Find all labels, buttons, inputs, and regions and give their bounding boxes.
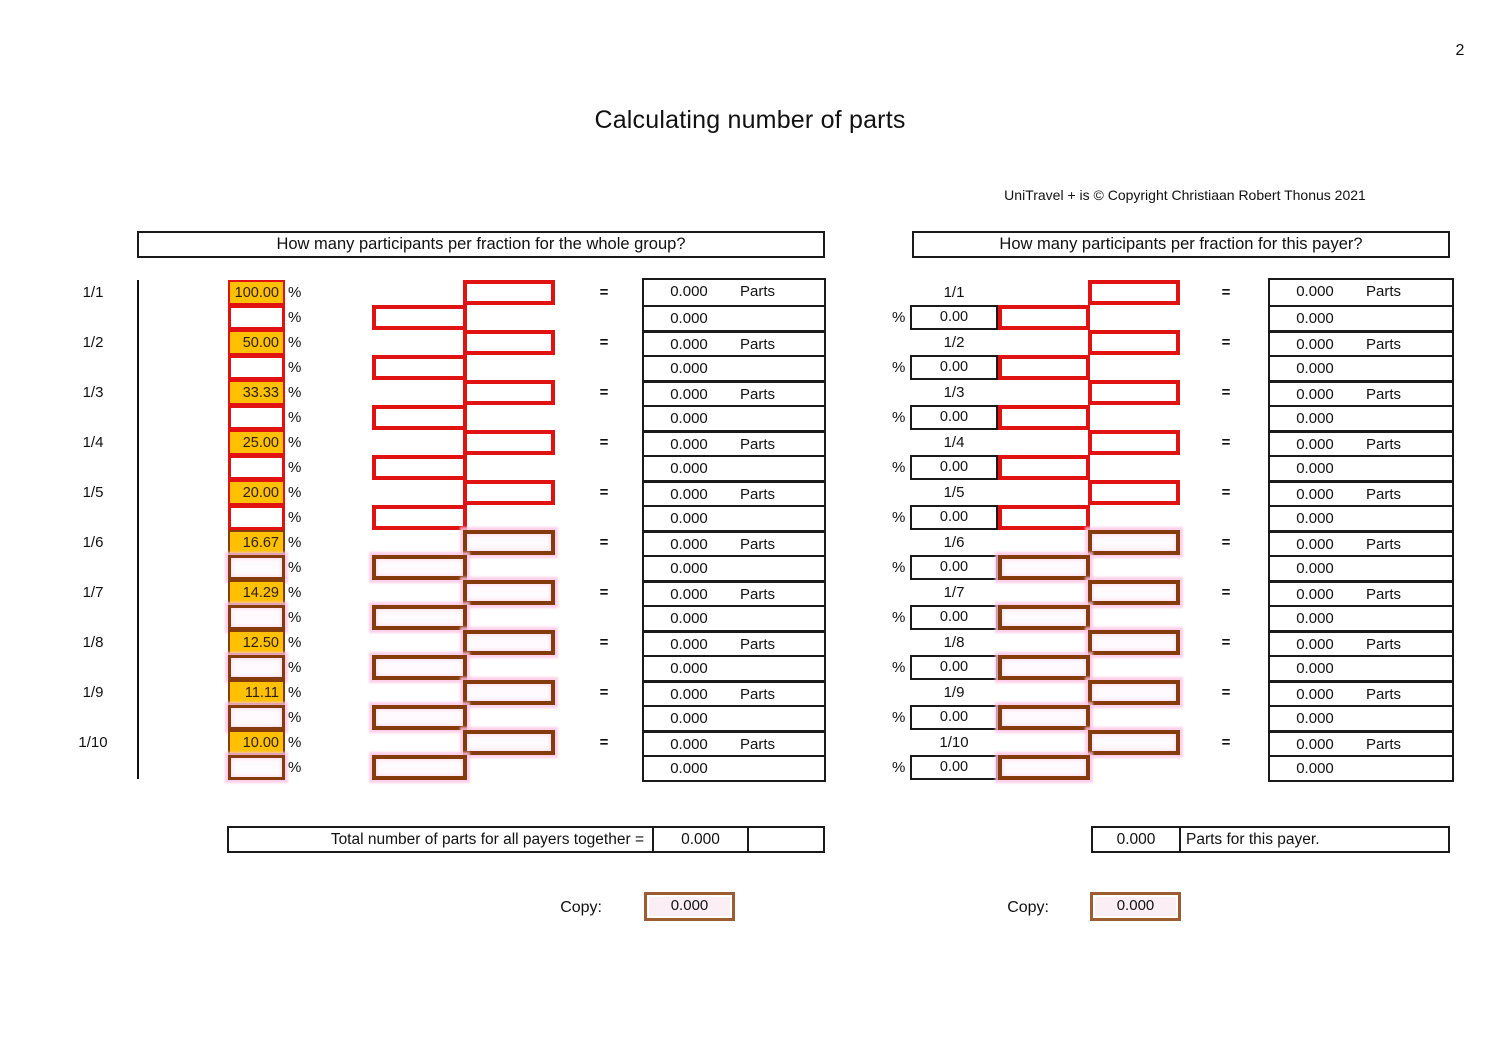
result-unit-label: Parts bbox=[740, 283, 776, 300]
percent-sign: % bbox=[288, 359, 302, 376]
result-cell bbox=[1270, 655, 1452, 680]
participants-input-box[interactable] bbox=[998, 605, 1090, 630]
participants-input-box[interactable] bbox=[1088, 330, 1180, 355]
participants-input-box[interactable] bbox=[463, 480, 555, 505]
group-total-value: 0.000 bbox=[654, 828, 749, 851]
percent-input-cell[interactable] bbox=[228, 605, 285, 630]
result-value: 0.000 bbox=[1296, 710, 1334, 727]
fraction-label: 1/6 bbox=[943, 534, 965, 551]
participants-input-box[interactable] bbox=[1088, 380, 1180, 405]
equals-sign: = bbox=[599, 684, 609, 701]
equals-sign: = bbox=[599, 484, 609, 501]
fraction-label: 1/5 bbox=[943, 484, 965, 501]
equals-sign: = bbox=[599, 284, 609, 301]
percent-sign: % bbox=[288, 734, 302, 751]
result-cell bbox=[644, 430, 824, 455]
result-unit-label: Parts bbox=[740, 386, 776, 403]
fraction-label: 1/10 bbox=[78, 734, 108, 751]
result-cell bbox=[644, 455, 824, 480]
result-cell bbox=[644, 730, 824, 755]
fraction-label: 1/7 bbox=[82, 584, 104, 601]
equals-sign: = bbox=[1221, 534, 1231, 551]
participants-input-box[interactable] bbox=[998, 355, 1090, 380]
fraction-label: 1/8 bbox=[82, 634, 104, 651]
result-cell bbox=[644, 680, 824, 705]
result-cell bbox=[644, 505, 824, 530]
fraction-label: 1/1 bbox=[943, 284, 965, 301]
result-value: 0.000 bbox=[1296, 760, 1334, 777]
result-value: 0.000 bbox=[670, 486, 708, 503]
percent-input-cell[interactable] bbox=[228, 705, 285, 730]
result-unit-label: Parts bbox=[740, 536, 776, 553]
group-copy-value-box[interactable]: 0.000 bbox=[644, 892, 735, 921]
percent-input-cell[interactable] bbox=[228, 305, 285, 330]
result-value: 0.000 bbox=[670, 360, 708, 377]
payer-percent-value-box[interactable]: 0.00 bbox=[910, 305, 998, 330]
percent-sign: % bbox=[892, 509, 906, 526]
result-value: 0.000 bbox=[1296, 360, 1334, 377]
participants-input-box[interactable] bbox=[372, 555, 467, 580]
page-title: Calculating number of parts bbox=[594, 106, 906, 134]
participants-input-box[interactable] bbox=[998, 305, 1090, 330]
participants-input-box[interactable] bbox=[998, 455, 1090, 480]
result-unit-label: Parts bbox=[1366, 486, 1402, 503]
result-value: 0.000 bbox=[670, 386, 708, 403]
result-value: 0.000 bbox=[670, 510, 708, 527]
group-copy-label: Copy: bbox=[560, 899, 602, 916]
result-cell bbox=[644, 380, 824, 405]
result-cell bbox=[1270, 755, 1452, 780]
group-panel-header: How many participants per fraction for the whole group? bbox=[137, 231, 825, 258]
equals-sign: = bbox=[599, 634, 609, 651]
percent-input-cell[interactable] bbox=[228, 405, 285, 430]
result-cell bbox=[1270, 680, 1452, 705]
result-value: 0.000 bbox=[670, 636, 708, 653]
result-value: 0.000 bbox=[670, 760, 708, 777]
percent-sign: % bbox=[892, 659, 906, 676]
copyright-text: UniTravel + is © Copyright Christiaan Robert Thonus 2021 bbox=[1004, 187, 1366, 203]
percent-value-cell[interactable]: 25.00 bbox=[228, 430, 285, 455]
result-value: 0.000 bbox=[670, 310, 708, 327]
participants-input-box[interactable] bbox=[998, 555, 1090, 580]
equals-sign: = bbox=[599, 584, 609, 601]
percent-value-cell[interactable]: 16.67 bbox=[228, 530, 285, 555]
percent-sign: % bbox=[892, 609, 906, 626]
result-unit-label: Parts bbox=[740, 736, 776, 753]
payer-percent-value-box[interactable]: 0.00 bbox=[910, 705, 998, 730]
participants-input-box[interactable] bbox=[1088, 730, 1180, 755]
equals-sign: = bbox=[599, 434, 609, 451]
result-value: 0.000 bbox=[1296, 660, 1334, 677]
result-cell bbox=[644, 630, 824, 655]
result-value: 0.000 bbox=[670, 710, 708, 727]
participants-input-box[interactable] bbox=[1088, 430, 1180, 455]
percent-sign: % bbox=[892, 409, 906, 426]
result-cell bbox=[644, 655, 824, 680]
payer-percent-value-box[interactable]: 0.00 bbox=[910, 755, 998, 780]
participants-input-box[interactable] bbox=[998, 505, 1090, 530]
percent-input-cell[interactable] bbox=[228, 755, 285, 780]
result-cell bbox=[1270, 555, 1452, 580]
participants-input-box[interactable] bbox=[372, 305, 467, 330]
participants-input-box[interactable] bbox=[372, 705, 467, 730]
participants-input-box[interactable] bbox=[463, 580, 555, 605]
participants-input-box[interactable] bbox=[1088, 530, 1180, 555]
participants-input-box[interactable] bbox=[1088, 630, 1180, 655]
equals-sign: = bbox=[1221, 734, 1231, 751]
result-cell bbox=[644, 605, 824, 630]
result-unit-label: Parts bbox=[1366, 536, 1402, 553]
result-value: 0.000 bbox=[1296, 386, 1334, 403]
result-cell bbox=[644, 305, 824, 330]
participants-input-box[interactable] bbox=[1088, 480, 1180, 505]
participants-input-box[interactable] bbox=[372, 655, 467, 680]
participants-input-box[interactable] bbox=[463, 380, 555, 405]
participants-input-box[interactable] bbox=[998, 755, 1090, 780]
equals-sign: = bbox=[1221, 584, 1231, 601]
result-unit-label: Parts bbox=[1366, 283, 1402, 300]
result-value: 0.000 bbox=[670, 686, 708, 703]
result-value: 0.000 bbox=[670, 536, 708, 553]
result-cell bbox=[1270, 480, 1452, 505]
fraction-label: 1/3 bbox=[943, 384, 965, 401]
result-value: 0.000 bbox=[1296, 436, 1334, 453]
participants-input-box[interactable] bbox=[463, 680, 555, 705]
percent-sign: % bbox=[892, 559, 906, 576]
percent-value-cell[interactable]: 100.00 bbox=[228, 280, 285, 305]
result-cell bbox=[644, 580, 824, 605]
percent-value-cell[interactable]: 14.29 bbox=[228, 580, 285, 605]
result-cell bbox=[1270, 605, 1452, 630]
result-cell bbox=[1270, 630, 1452, 655]
participants-input-box[interactable] bbox=[372, 755, 467, 780]
percent-input-cell[interactable] bbox=[228, 355, 285, 380]
percent-sign: % bbox=[288, 509, 302, 526]
result-cell bbox=[644, 405, 824, 430]
result-value: 0.000 bbox=[670, 560, 708, 577]
group-total-row bbox=[227, 826, 825, 853]
payer-percent-value-box[interactable]: 0.00 bbox=[910, 505, 998, 530]
result-value: 0.000 bbox=[1296, 410, 1334, 427]
participants-input-box[interactable] bbox=[463, 530, 555, 555]
group-results-column bbox=[642, 278, 826, 782]
result-value: 0.000 bbox=[1296, 610, 1334, 627]
participants-input-box[interactable] bbox=[463, 280, 555, 305]
payer-total-row bbox=[1091, 826, 1450, 853]
result-value: 0.000 bbox=[1296, 560, 1334, 577]
result-cell bbox=[1270, 380, 1452, 405]
result-unit-label: Parts bbox=[740, 486, 776, 503]
result-cell bbox=[644, 355, 824, 380]
percent-sign: % bbox=[288, 584, 302, 601]
result-unit-label: Parts bbox=[740, 586, 776, 603]
result-unit-label: Parts bbox=[1366, 336, 1402, 353]
result-value: 0.000 bbox=[1296, 283, 1334, 300]
result-unit-label: Parts bbox=[740, 686, 776, 703]
percent-sign: % bbox=[288, 609, 302, 626]
result-cell bbox=[644, 530, 824, 555]
result-cell bbox=[1270, 455, 1452, 480]
percent-sign: % bbox=[288, 484, 302, 501]
result-value: 0.000 bbox=[670, 460, 708, 477]
fraction-label: 1/9 bbox=[943, 684, 965, 701]
fraction-label: 1/2 bbox=[82, 334, 104, 351]
participants-input-box[interactable] bbox=[998, 655, 1090, 680]
percent-input-cell[interactable] bbox=[228, 455, 285, 480]
participants-input-box[interactable] bbox=[372, 355, 467, 380]
result-value: 0.000 bbox=[1296, 486, 1334, 503]
result-value: 0.000 bbox=[670, 283, 708, 300]
percent-sign: % bbox=[892, 759, 906, 776]
equals-sign: = bbox=[1221, 384, 1231, 401]
participants-input-box[interactable] bbox=[463, 330, 555, 355]
result-value: 0.000 bbox=[1296, 336, 1334, 353]
fraction-label: 1/1 bbox=[82, 284, 104, 301]
percent-sign: % bbox=[288, 334, 302, 351]
percent-sign: % bbox=[288, 684, 302, 701]
fraction-label: 1/7 bbox=[943, 584, 965, 601]
equals-sign: = bbox=[1221, 484, 1231, 501]
result-value: 0.000 bbox=[1296, 636, 1334, 653]
participants-input-box[interactable] bbox=[1088, 280, 1180, 305]
participants-input-box[interactable] bbox=[372, 605, 467, 630]
result-cell bbox=[644, 555, 824, 580]
fraction-label: 1/8 bbox=[943, 634, 965, 651]
equals-sign: = bbox=[1221, 434, 1231, 451]
equals-sign: = bbox=[1221, 684, 1231, 701]
result-unit-label: Parts bbox=[740, 436, 776, 453]
payer-results-column bbox=[1268, 278, 1454, 782]
payer-panel-header: How many participants per fraction for this payer? bbox=[912, 231, 1450, 258]
payer-copy-label: Copy: bbox=[1007, 899, 1049, 916]
equals-sign: = bbox=[599, 534, 609, 551]
result-cell bbox=[644, 330, 824, 355]
result-unit-label: Parts bbox=[1366, 736, 1402, 753]
result-value: 0.000 bbox=[1296, 510, 1334, 527]
group-total-label: Total number of parts for all payers together = bbox=[229, 828, 654, 851]
result-cell bbox=[1270, 430, 1452, 455]
equals-sign: = bbox=[599, 734, 609, 751]
result-unit-label: Parts bbox=[1366, 586, 1402, 603]
fraction-label: 1/10 bbox=[939, 734, 969, 751]
fraction-label: 1/6 bbox=[82, 534, 104, 551]
result-cell bbox=[644, 280, 824, 305]
result-cell bbox=[1270, 530, 1452, 555]
percent-value-cell[interactable]: 10.00 bbox=[228, 730, 285, 755]
percent-sign: % bbox=[288, 659, 302, 676]
result-cell bbox=[1270, 580, 1452, 605]
payer-percent-value-box[interactable]: 0.00 bbox=[910, 355, 998, 380]
result-value: 0.000 bbox=[670, 410, 708, 427]
result-value: 0.000 bbox=[1296, 736, 1334, 753]
equals-sign: = bbox=[599, 384, 609, 401]
fraction-label: 1/3 bbox=[82, 384, 104, 401]
result-value: 0.000 bbox=[1296, 686, 1334, 703]
percent-sign: % bbox=[288, 559, 302, 576]
result-cell bbox=[1270, 505, 1452, 530]
percent-sign: % bbox=[288, 434, 302, 451]
participants-input-box[interactable] bbox=[372, 405, 467, 430]
result-value: 0.000 bbox=[1296, 536, 1334, 553]
percent-sign: % bbox=[288, 409, 302, 426]
result-value: 0.000 bbox=[670, 736, 708, 753]
result-value: 0.000 bbox=[1296, 460, 1334, 477]
percent-sign: % bbox=[892, 359, 906, 376]
fraction-label: 1/4 bbox=[943, 434, 965, 451]
payer-total-label: Parts for this payer. bbox=[1186, 831, 1320, 848]
result-cell bbox=[1270, 355, 1452, 380]
payer-percent-value-box[interactable]: 0.00 bbox=[910, 655, 998, 680]
result-cell bbox=[1270, 330, 1452, 355]
result-cell bbox=[644, 755, 824, 780]
percent-sign: % bbox=[892, 309, 906, 326]
percent-value-cell[interactable]: 20.00 bbox=[228, 480, 285, 505]
result-value: 0.000 bbox=[670, 336, 708, 353]
percent-value-cell[interactable]: 12.50 bbox=[228, 630, 285, 655]
payer-percent-value-box[interactable]: 0.00 bbox=[910, 555, 998, 580]
equals-sign: = bbox=[1221, 284, 1231, 301]
result-cell bbox=[1270, 405, 1452, 430]
participants-input-box[interactable] bbox=[372, 455, 467, 480]
equals-sign: = bbox=[1221, 634, 1231, 651]
percent-sign: % bbox=[288, 309, 302, 326]
participants-input-box[interactable] bbox=[998, 405, 1090, 430]
result-cell bbox=[1270, 305, 1452, 330]
participants-input-box[interactable] bbox=[1088, 680, 1180, 705]
participants-input-box[interactable] bbox=[372, 505, 467, 530]
result-unit-label: Parts bbox=[1366, 436, 1402, 453]
participants-input-box[interactable] bbox=[463, 430, 555, 455]
fraction-label: 1/4 bbox=[82, 434, 104, 451]
result-value: 0.000 bbox=[1296, 310, 1334, 327]
result-value: 0.000 bbox=[670, 610, 708, 627]
percent-sign: % bbox=[288, 534, 302, 551]
participants-input-box[interactable] bbox=[463, 630, 555, 655]
percent-sign: % bbox=[288, 384, 302, 401]
group-total-empty-cell bbox=[749, 828, 823, 851]
percent-sign: % bbox=[288, 459, 302, 476]
result-unit-label: Parts bbox=[740, 636, 776, 653]
percent-sign: % bbox=[288, 759, 302, 776]
result-value: 0.000 bbox=[670, 586, 708, 603]
fraction-label: 1/9 bbox=[82, 684, 104, 701]
result-unit-label: Parts bbox=[1366, 636, 1402, 653]
result-unit-label: Parts bbox=[740, 336, 776, 353]
participants-input-box[interactable] bbox=[463, 730, 555, 755]
percent-sign: % bbox=[892, 459, 906, 476]
result-value: 0.000 bbox=[1296, 586, 1334, 603]
result-cell bbox=[1270, 280, 1452, 305]
payer-percent-value-box[interactable]: 0.00 bbox=[910, 605, 998, 630]
percent-sign: % bbox=[288, 709, 302, 726]
fraction-label: 1/2 bbox=[943, 334, 965, 351]
equals-sign: = bbox=[599, 334, 609, 351]
result-unit-label: Parts bbox=[1366, 686, 1402, 703]
payer-total-value: 0.000 bbox=[1093, 828, 1181, 851]
payer-percent-value-box[interactable]: 0.00 bbox=[910, 455, 998, 480]
percent-input-cell[interactable] bbox=[228, 505, 285, 530]
payer-copy-value-box[interactable]: 0.000 bbox=[1090, 892, 1181, 921]
percent-input-cell[interactable] bbox=[228, 655, 285, 680]
percent-input-cell[interactable] bbox=[228, 555, 285, 580]
result-value: 0.000 bbox=[670, 436, 708, 453]
percent-sign: % bbox=[892, 709, 906, 726]
percent-value-cell[interactable]: 50.00 bbox=[228, 330, 285, 355]
participants-input-box[interactable] bbox=[998, 705, 1090, 730]
result-cell bbox=[644, 705, 824, 730]
result-unit-label: Parts bbox=[1366, 386, 1402, 403]
result-cell bbox=[1270, 730, 1452, 755]
page-number: 2 bbox=[1455, 42, 1465, 59]
result-value: 0.000 bbox=[670, 660, 708, 677]
result-cell bbox=[644, 480, 824, 505]
result-cell bbox=[1270, 705, 1452, 730]
percent-sign: % bbox=[288, 284, 302, 301]
payer-percent-value-box[interactable]: 0.00 bbox=[910, 405, 998, 430]
fraction-label: 1/5 bbox=[82, 484, 104, 501]
equals-sign: = bbox=[1221, 334, 1231, 351]
percent-value-cell[interactable]: 11.11 bbox=[228, 680, 285, 705]
percent-sign: % bbox=[288, 634, 302, 651]
percent-value-cell[interactable]: 33.33 bbox=[228, 380, 285, 405]
participants-input-box[interactable] bbox=[1088, 580, 1180, 605]
